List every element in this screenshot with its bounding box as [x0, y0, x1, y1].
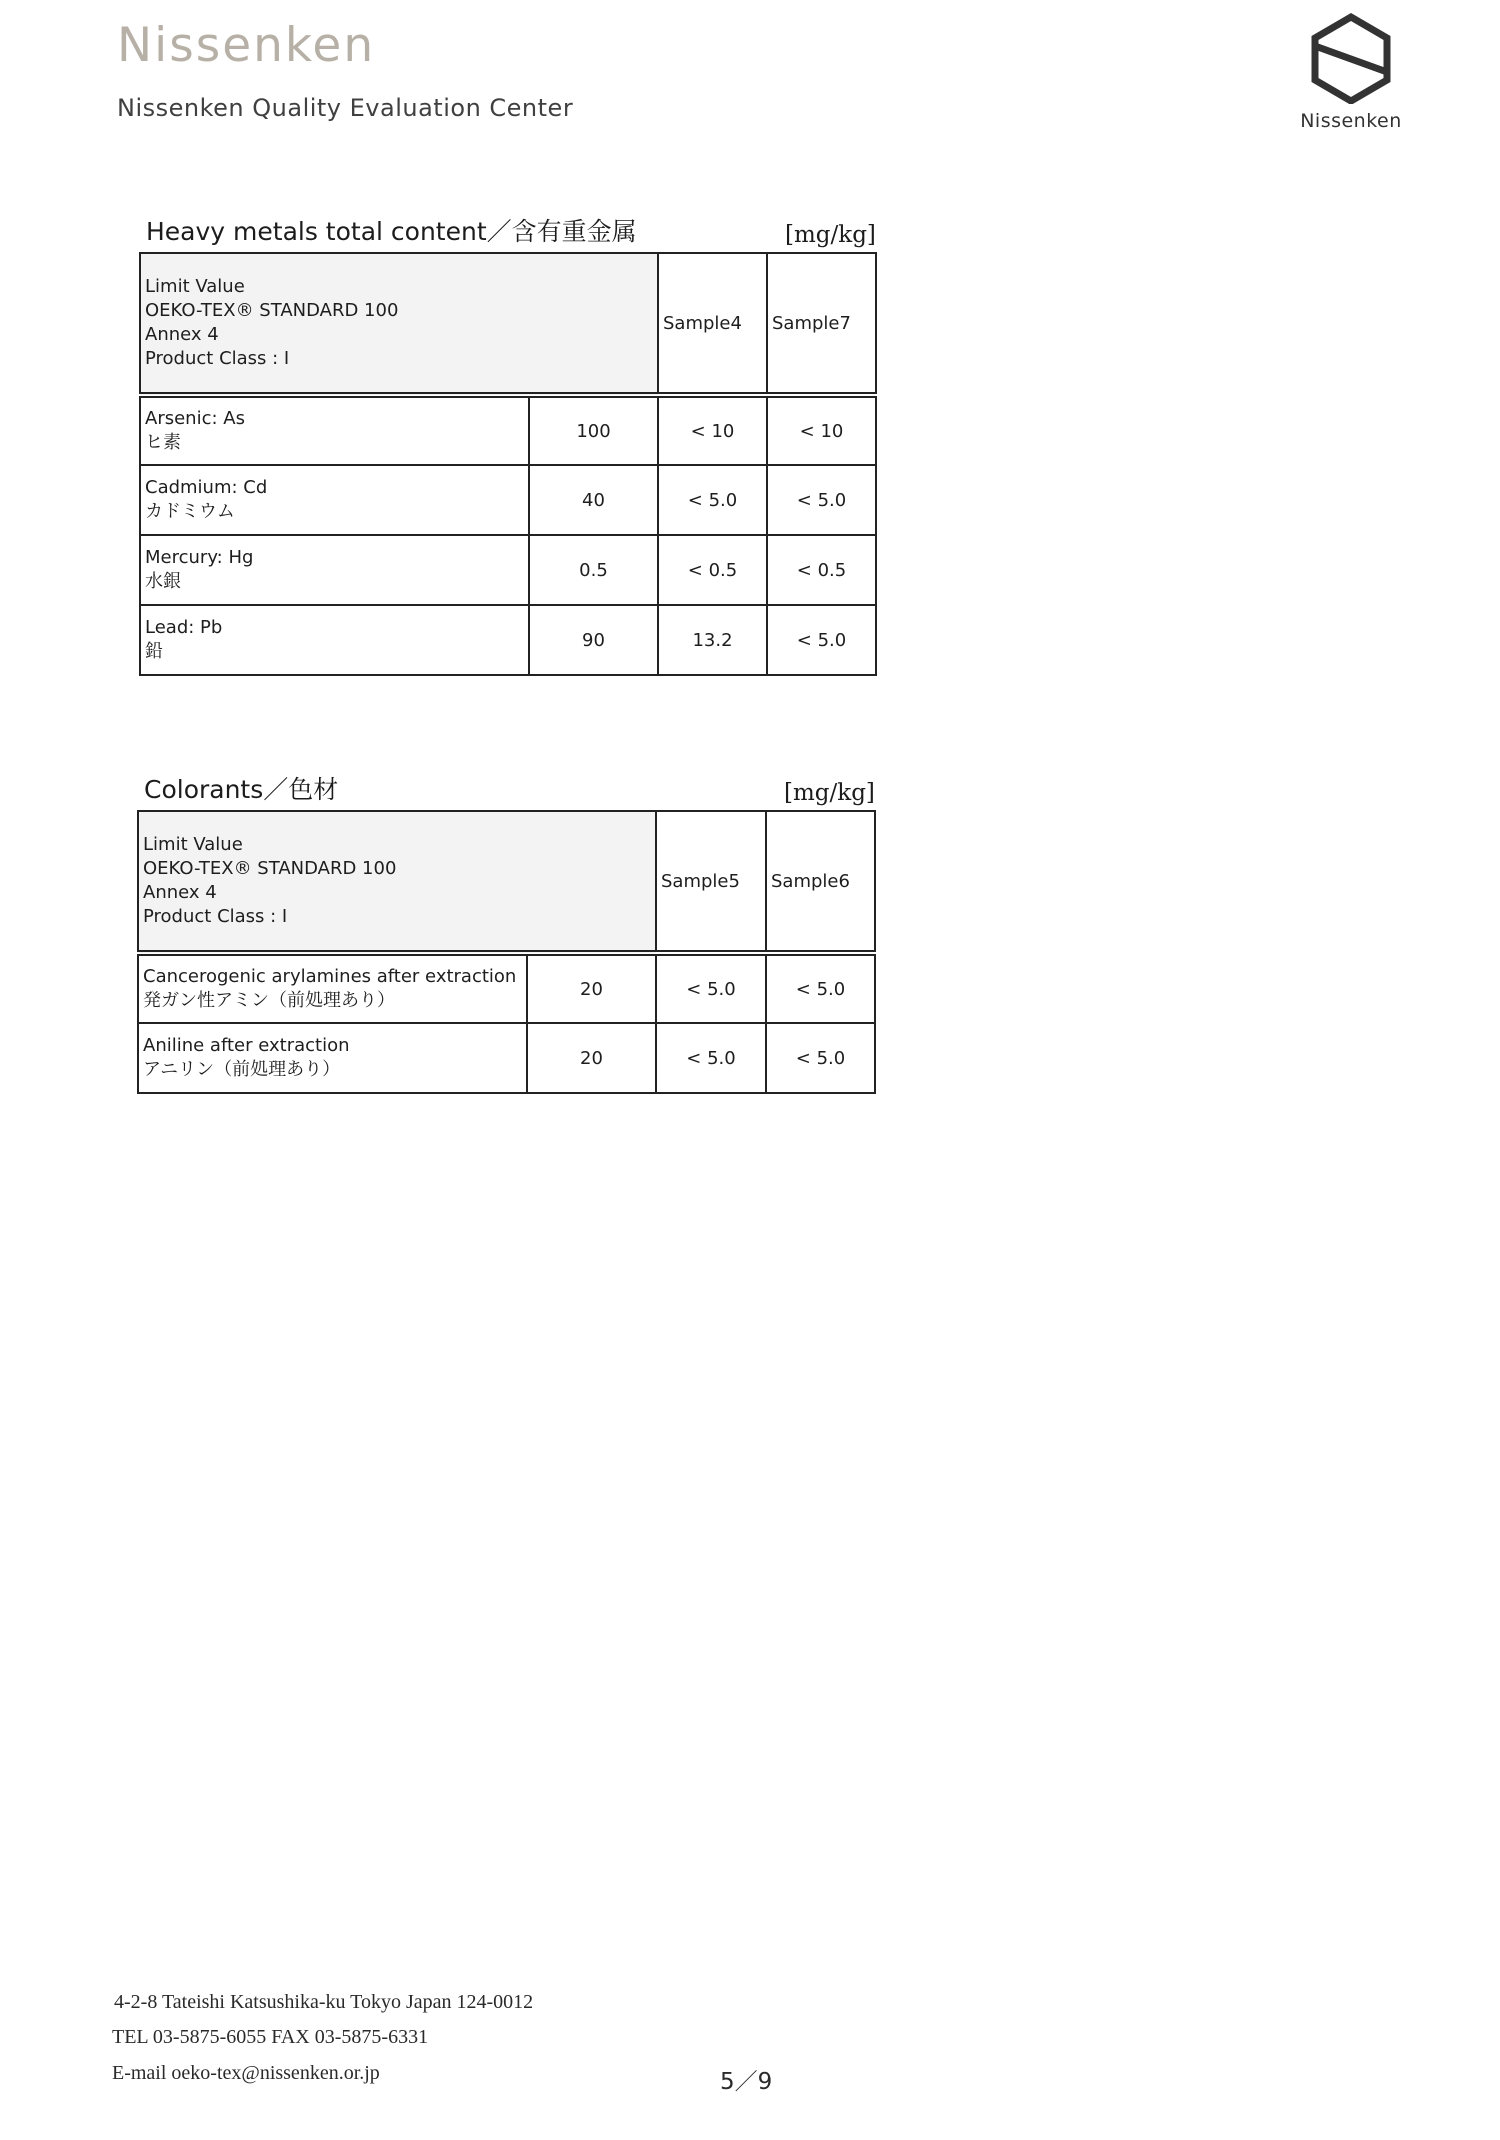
substance-en: Aniline after extraction: [143, 1035, 350, 1056]
result-cell: < 5.0: [766, 953, 875, 1023]
table-header-row: [138, 811, 875, 953]
limit-cell: 20: [527, 1023, 656, 1093]
result-cell: < 5.0: [658, 465, 767, 535]
result-cell: < 5.0: [656, 953, 766, 1023]
substance-en: Cancerogenic arylamines after extraction: [143, 966, 517, 987]
result-cell: < 0.5: [767, 535, 876, 605]
brand-subtitle: Nissenken Quality Evaluation Center: [117, 94, 574, 122]
hexagon-logo-icon: [1308, 12, 1394, 104]
substance-ja: 鉛: [145, 641, 163, 662]
limit-cell: 20: [527, 953, 656, 1023]
sample-header: Sample5: [656, 811, 766, 953]
substance-label: [138, 1023, 527, 1093]
substance-ja: 発ガン性アミン（前処理あり）: [143, 990, 395, 1011]
substance-ja: ヒ素: [145, 432, 181, 453]
substance-en: Mercury: Hg: [145, 547, 254, 568]
result-cell: < 5.0: [656, 1023, 766, 1093]
footer-phone: TEL 03-5875-6055 FAX 03-5875-6331: [112, 2026, 429, 2048]
substance-en: Cadmium: Cd: [145, 477, 268, 498]
header-line: Annex 4: [145, 324, 219, 345]
substance-ja: カドミウム: [145, 501, 235, 522]
sample-header: Sample6: [766, 811, 875, 953]
logo-text: Nissenken: [1300, 110, 1402, 132]
substance-ja: 水銀: [145, 571, 181, 592]
table-row: [138, 953, 875, 1023]
result-cell: < 10: [658, 395, 767, 465]
substance-en: Lead: Pb: [145, 617, 223, 638]
header-line: Limit Value: [145, 276, 245, 297]
header-line: OEKO-TEX® STANDARD 100: [143, 858, 397, 879]
limit-value-header: [138, 811, 656, 953]
table-row: [140, 395, 876, 465]
limit-value-header: [140, 253, 658, 395]
heavy-metals-unit: [mg/kg]: [785, 222, 876, 248]
substance-label: [140, 535, 529, 605]
substance-label: [140, 465, 529, 535]
colorants-unit: [mg/kg]: [784, 780, 875, 806]
table-row: [140, 535, 876, 605]
limit-cell: 100: [529, 395, 658, 465]
limit-cell: 0.5: [529, 535, 658, 605]
sample-header: Sample4: [658, 253, 767, 395]
substance-label: [138, 953, 527, 1023]
header-line: Limit Value: [143, 834, 243, 855]
result-cell: < 5.0: [767, 605, 876, 675]
result-cell: < 5.0: [767, 465, 876, 535]
nissenken-logo: [1296, 12, 1406, 132]
header-line: OEKO-TEX® STANDARD 100: [145, 300, 399, 321]
result-cell: < 5.0: [766, 1023, 875, 1093]
heavy-metals-title: Heavy metals total content／含有重金属: [146, 217, 637, 246]
colorants-title: Colorants／色材: [144, 775, 339, 804]
header-line: Product Class : I: [143, 906, 288, 927]
substance-ja: アニリン（前処理あり）: [143, 1059, 341, 1080]
result-cell: 13.2: [658, 605, 767, 675]
substance-label: [140, 605, 529, 675]
limit-cell: 90: [529, 605, 658, 675]
header-line: Product Class : I: [145, 348, 290, 369]
table-row: [138, 1023, 875, 1093]
footer-address: 4-2-8 Tateishi Katsushika-ku Tokyo Japan 124-0012: [114, 1991, 534, 2013]
footer-email: E-mail oeko-tex@nissenken.or.jp: [112, 2062, 380, 2084]
brand-name: Nissenken: [117, 18, 376, 73]
colorants-table: [137, 810, 876, 1094]
table-header-row: [140, 253, 876, 395]
table-row: [140, 605, 876, 675]
result-cell: < 0.5: [658, 535, 767, 605]
substance-en: Arsenic: As: [145, 408, 245, 429]
header-line: Annex 4: [143, 882, 217, 903]
table-row: [140, 465, 876, 535]
result-cell: < 10: [767, 395, 876, 465]
heavy-metals-table: [139, 252, 877, 676]
substance-label: [140, 395, 529, 465]
page-number: 5／9: [720, 2069, 773, 2095]
sample-header: Sample7: [767, 253, 876, 395]
limit-cell: 40: [529, 465, 658, 535]
